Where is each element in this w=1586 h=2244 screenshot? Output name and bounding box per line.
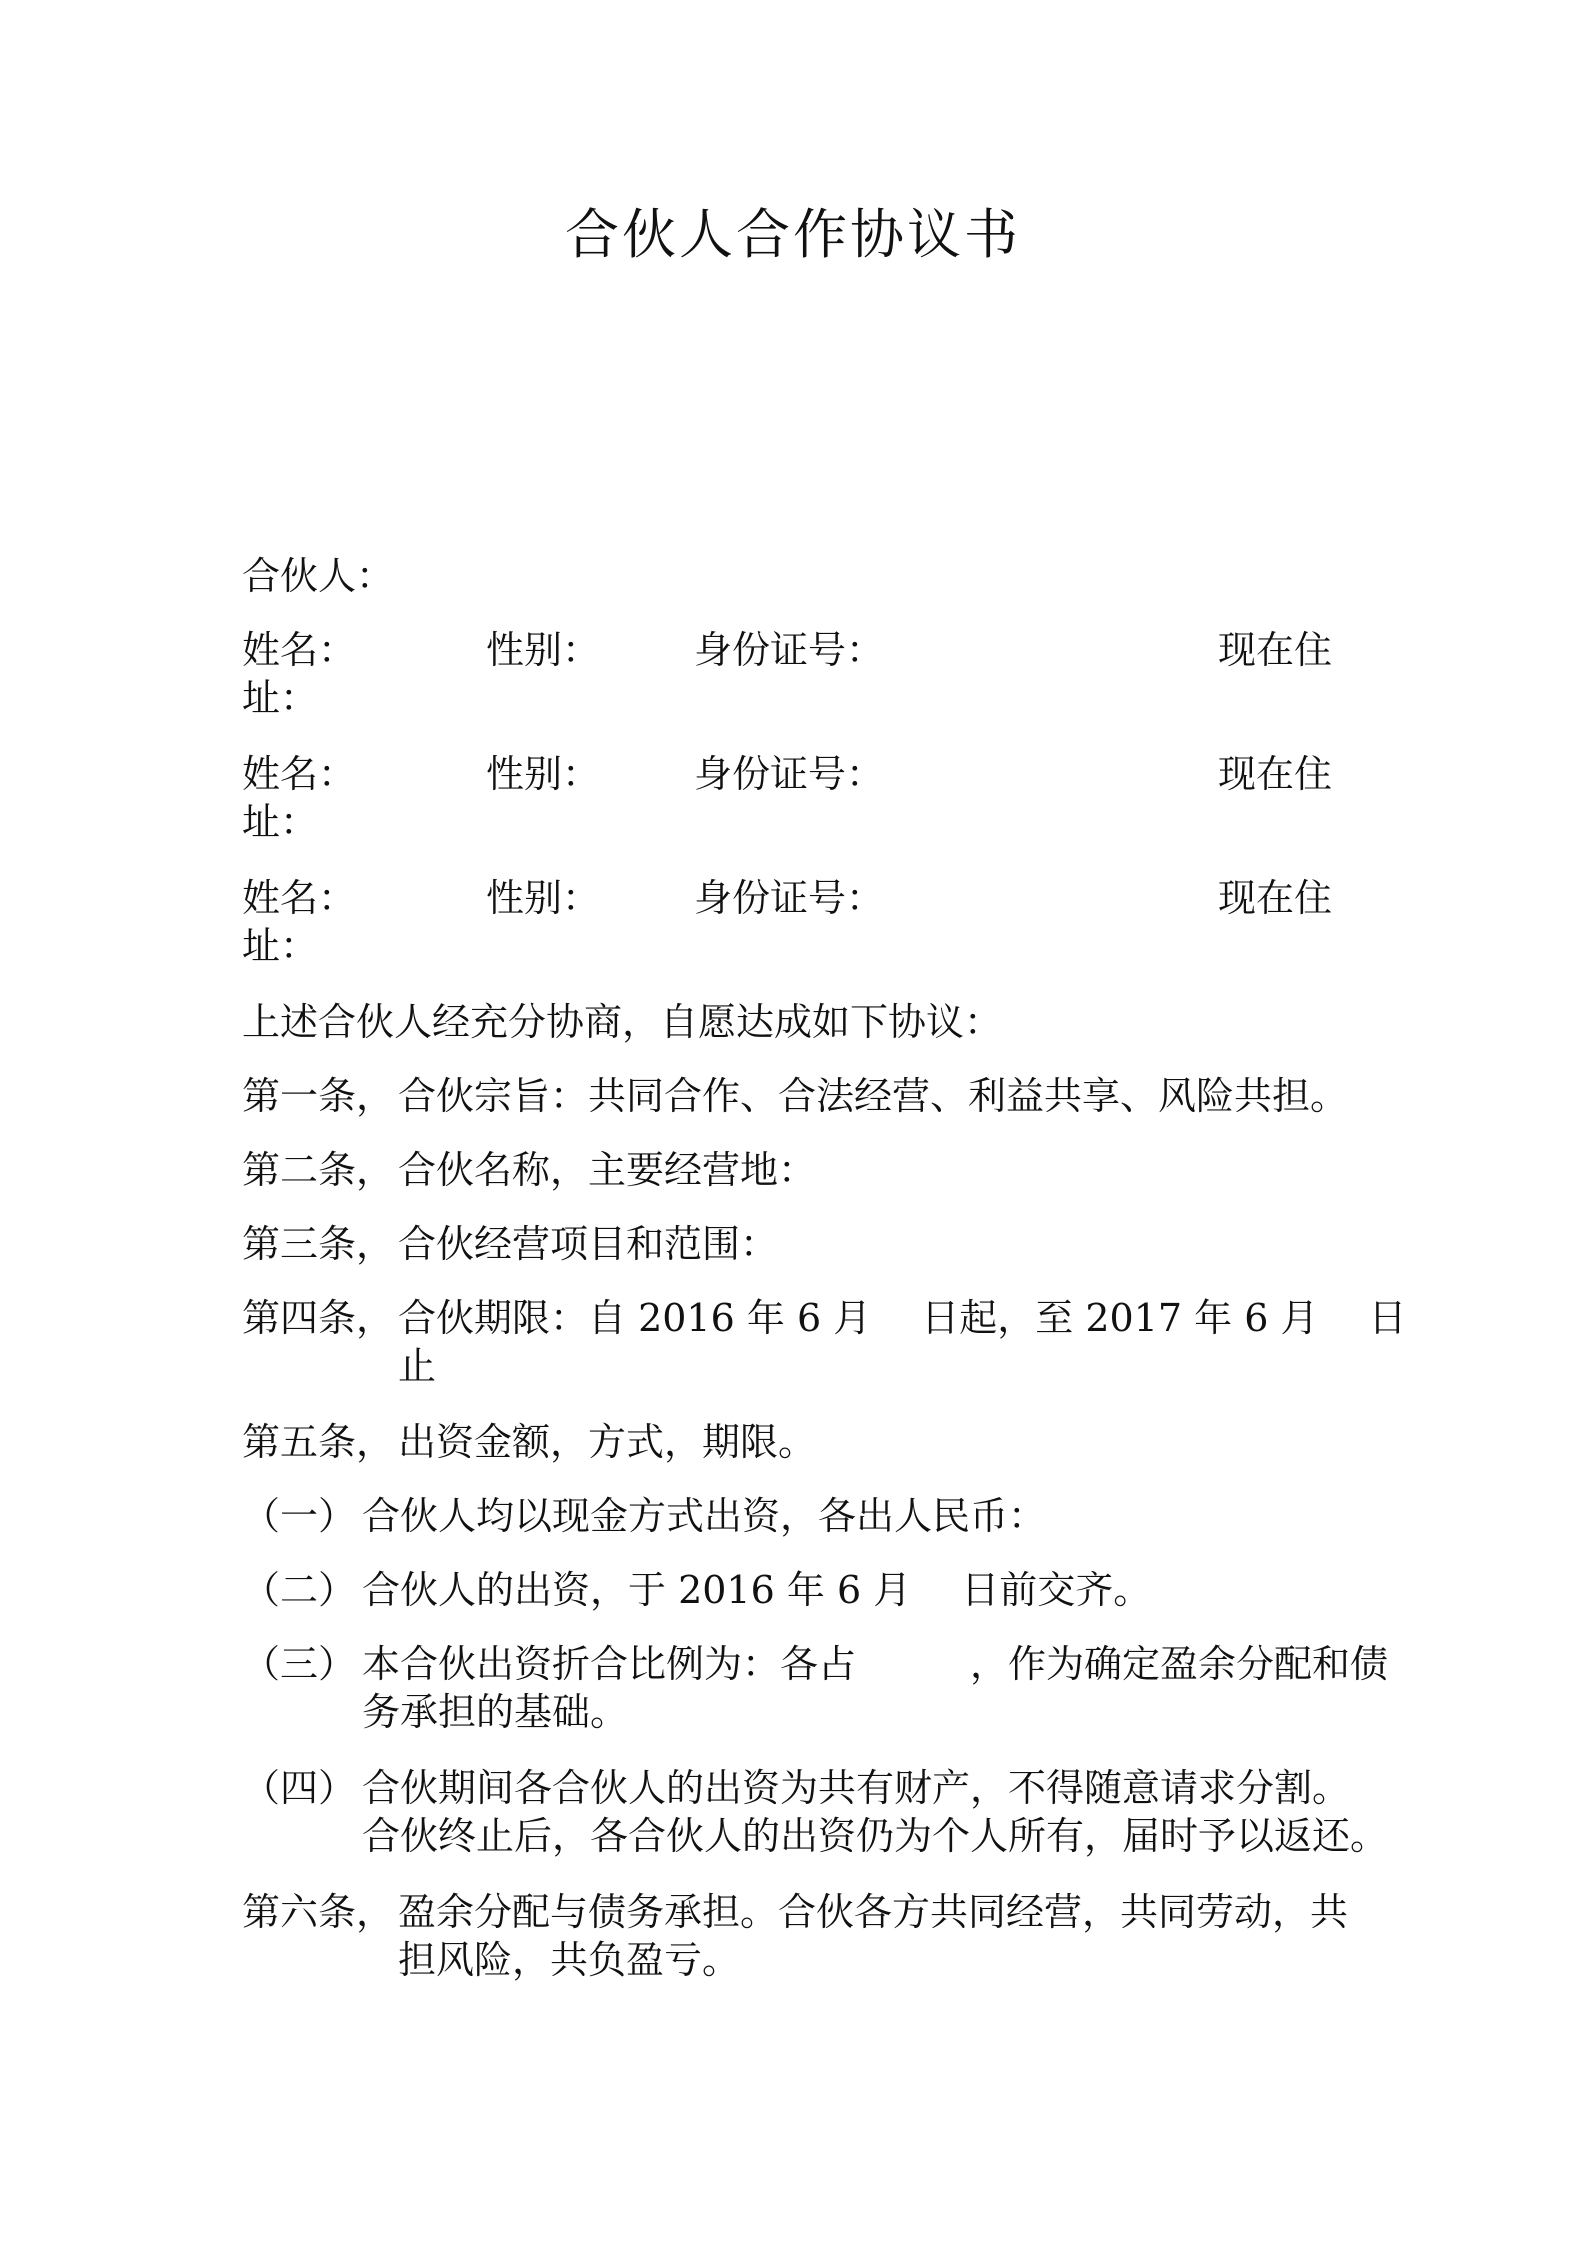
gender-label: 性别： (486, 628, 601, 672)
address-label: 现在住 (1218, 628, 1333, 672)
clause-text-continued: 合伙终止后，各合伙人的出资仍为个人所有，届时予以返还。 (362, 1814, 1389, 1858)
address-label: 现在住 (1218, 876, 1333, 920)
article-number: 第五条， (242, 1420, 395, 1464)
gender-label: 性别： (486, 876, 601, 920)
name-label: 姓名： (242, 752, 357, 796)
clause-number: （二） (242, 1568, 357, 1612)
article-text: 出资金额，方式，期限。 (398, 1420, 817, 1464)
gender-label: 性别： (486, 752, 601, 796)
clause-text: 合伙人的出资，于 2016 年 6 月 日前交齐。 (362, 1568, 1152, 1612)
id-number-label: 身份证号： (694, 752, 885, 796)
clause-text-continued: 务承担的基础。 (362, 1690, 629, 1734)
intro-text: 上述合伙人经充分协商，自愿达成如下协议： (242, 1000, 1003, 1044)
article-number: 第二条， (242, 1148, 395, 1192)
id-number-label: 身份证号： (694, 876, 885, 920)
clause-number: （四） (242, 1766, 357, 1810)
article-text: 合伙宗旨：共同合作、合法经营、利益共享、风险共担。 (398, 1074, 1349, 1118)
id-number-label: 身份证号： (694, 628, 885, 672)
clause-text: 合伙人均以现金方式出资，各出人民币： (362, 1494, 1047, 1538)
address-label-continued: 址： (242, 924, 319, 968)
partners-heading: 合伙人： (242, 554, 395, 598)
article-text: 盈余分配与债务承担。合伙各方共同经营，共同劳动，共 (398, 1890, 1349, 1934)
article-number: 第三条， (242, 1222, 395, 1266)
name-label: 姓名： (242, 876, 357, 920)
name-label: 姓名： (242, 628, 357, 672)
document-title: 合伙人合作协议书 (565, 203, 1021, 266)
address-label-continued: 址： (242, 800, 319, 844)
address-label-continued: 址： (242, 676, 319, 720)
article-number: 第六条， (242, 1890, 395, 1934)
article-text-continued: 止 (398, 1344, 437, 1388)
clause-text: 本合伙出资折合比例为：各占 ，作为确定盈余分配和债 (362, 1642, 1389, 1686)
article-text: 合伙名称，主要经营地： (398, 1148, 817, 1192)
clause-number: （一） (242, 1494, 357, 1538)
article-number: 第一条， (242, 1074, 395, 1118)
address-label: 现在住 (1218, 752, 1333, 796)
article-text: 合伙期限：自 2016 年 6 月 日起，至 2017 年 6 月 日 (398, 1296, 1407, 1340)
article-number: 第四条， (242, 1296, 395, 1340)
article-text: 合伙经营项目和范围： (398, 1222, 779, 1266)
article-text-continued: 担风险，共负盈亏。 (398, 1938, 741, 1982)
clause-number: （三） (242, 1642, 357, 1686)
clause-text: 合伙期间各合伙人的出资为共有财产，不得随意请求分割。 (362, 1766, 1351, 1810)
